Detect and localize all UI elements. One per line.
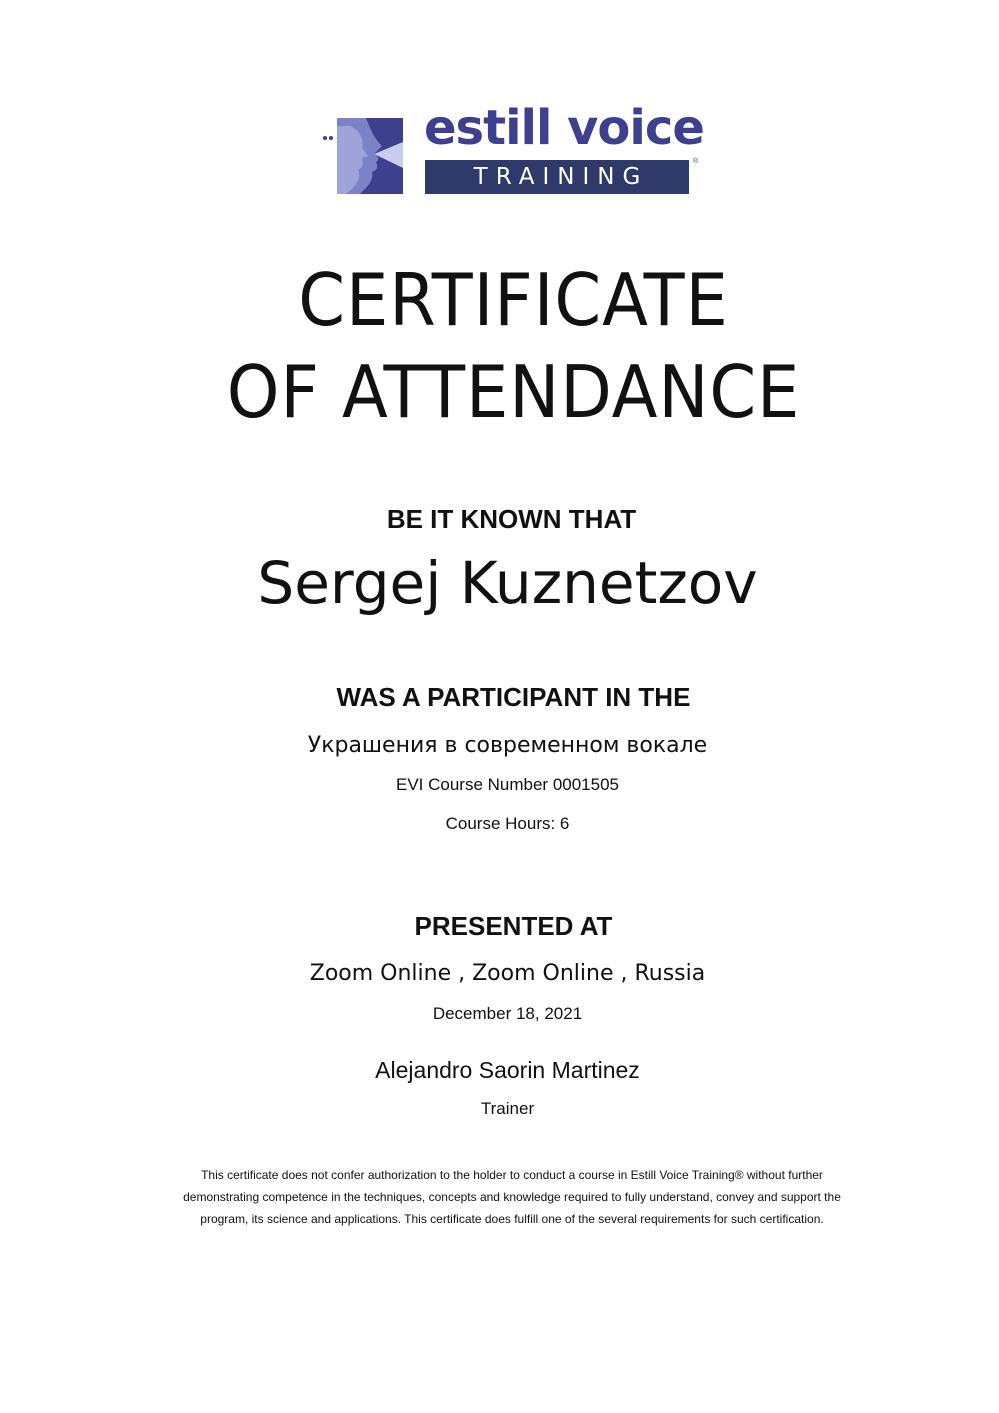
estill-voice-training-logo: [322, 100, 704, 200]
participant-heading: WAS A PARTICIPANT IN THE: [336, 682, 691, 712]
course-location: Zoom Online , Zoom Online , Russia: [309, 961, 706, 986]
registered-mark: ®: [693, 158, 699, 165]
course-name: Украшения в современном вокале: [307, 733, 708, 758]
recipient-name: Sergej Kuznetzov: [257, 549, 758, 617]
course-hours: Course Hours: 6: [445, 814, 570, 833]
presented-at-heading: PRESENTED AT: [414, 911, 613, 941]
logo-training-text: TRAINING: [473, 164, 649, 190]
trainer-role: Trainer: [480, 1099, 535, 1118]
certificate-title-line2: OF ATTENDANCE: [226, 350, 801, 434]
voice-profile-logo-icon: [322, 116, 406, 196]
trainer-name: Alejandro Saorin Martinez: [375, 1057, 640, 1083]
certificate-disclaimer: This certificate does not confer authorization to the holder to conduct a course in Estill Voice Training® without further demonstrating competence in the techniques, concepts and knowledge required to fully understand, convey and support the program, its science and applications. This certificate does fulfill one of the several requirements for such certification.: [183, 1168, 841, 1226]
logo-wordmark: estill voice: [424, 100, 704, 156]
course-date: December 18, 2021: [432, 1004, 583, 1023]
be-it-known-heading: BE IT KNOWN THAT: [386, 504, 637, 534]
certificate-title-line1: CERTIFICATE: [298, 258, 729, 342]
logo-training-bar: [425, 160, 689, 194]
course-number: EVI Course Number 0001505: [395, 775, 620, 794]
